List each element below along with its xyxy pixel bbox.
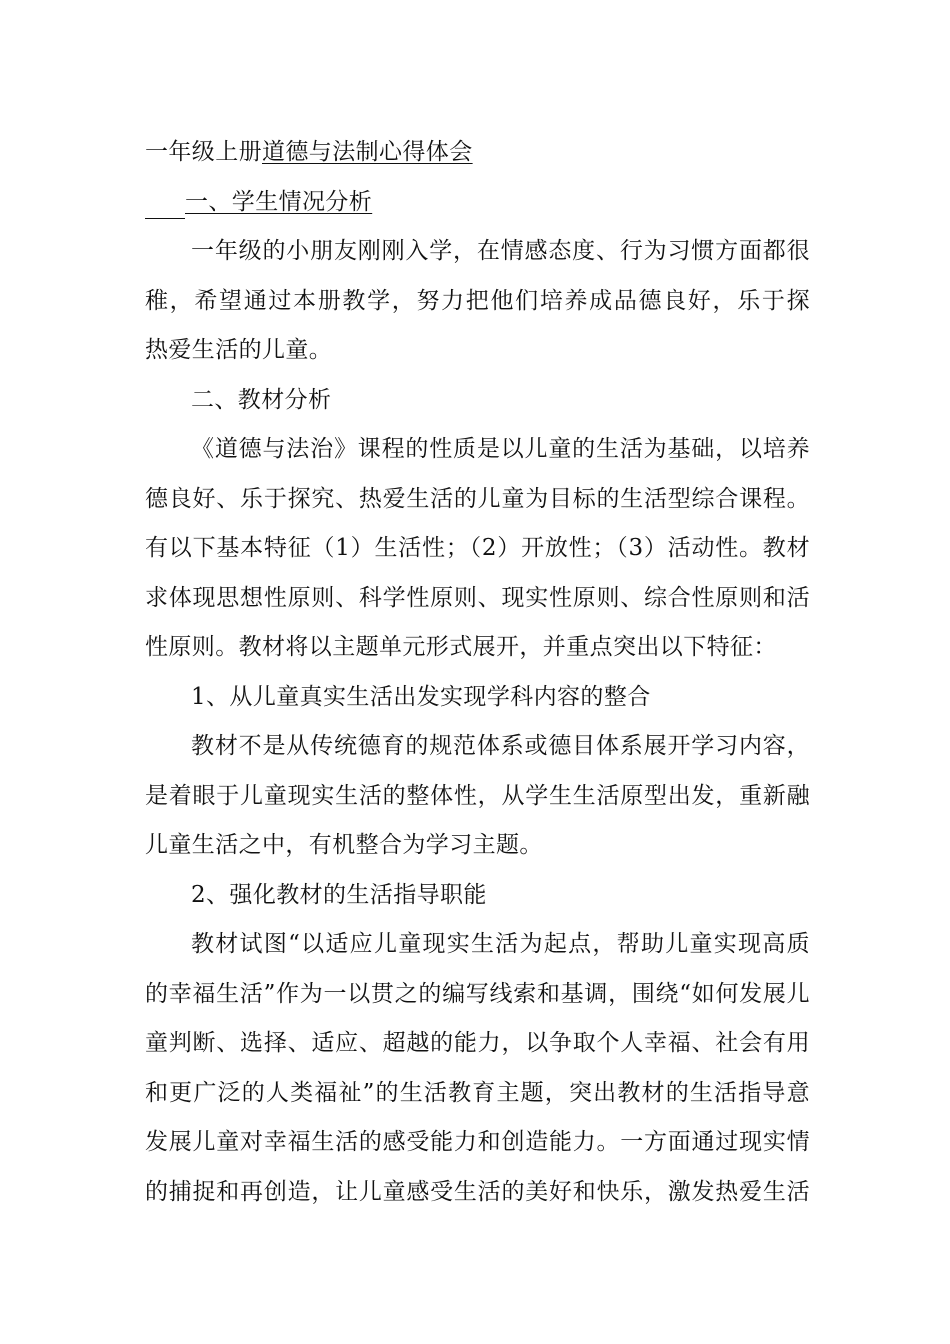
paragraph-line: 发展儿童对幸福生活的感受能力和创造能力。一方面通过现实情 <box>145 1129 810 1155</box>
paragraph-line: 一年级的小朋友刚刚入学，在情感态度、行为习惯方面都很 <box>191 238 810 264</box>
paragraph-line: 是着眼于儿童现实生活的整体性，从学生生活原型出发，重新融 <box>145 782 810 809</box>
document-title <box>145 128 810 178</box>
paragraph-line: 童判断、选择、适应、超越的能力，以争取个人幸福、社会有用 <box>145 1030 810 1056</box>
paragraph-line: 热爱生活的儿童。 <box>145 337 333 363</box>
subheading-1: 1、从儿童真实生活出发实现学科内容的整合 <box>191 683 651 710</box>
paragraph-line: 求体现思想性原则、科学性原则、现实性原则、综合性原则和活 <box>145 584 810 611</box>
section-heading-textbook-analysis: 二、教材分析 <box>191 386 332 413</box>
heading-underline-spacer <box>145 188 185 219</box>
paragraph-line: 稚，希望通过本册教学，努力把他们培养成品德良好，乐于探 <box>145 287 810 314</box>
paragraph-line: 的捕捉和再创造，让儿童感受生活的美好和快乐，激发热爱生活 <box>145 1178 810 1205</box>
subheading-2: 2、强化教材的生活指导职能 <box>191 881 487 908</box>
paragraph-line: 和更广泛的人类福祉”的生活教育主题，突出教材的生活指导意 <box>145 1079 810 1106</box>
paragraph-line: 儿童生活之中，有机整合为学习主题。 <box>145 832 543 858</box>
paragraph-line: 教材不是从传统德育的规范体系或德目体系展开学习内容， <box>191 733 810 759</box>
paragraph-line: 教材试图“以适应儿童现实生活为起点，帮助儿童实现高质 <box>191 931 810 957</box>
title-prefix: 一年级上册 <box>145 139 262 165</box>
paragraph-line: 的幸福生活”作为一以贯之的编写线索和基调，围绕“如何发展儿 <box>145 980 810 1007</box>
paragraph-line: 德良好、乐于探究、热爱生活的儿童为目标的生活型综合课程。 <box>145 485 810 512</box>
section-heading-student-analysis <box>145 178 810 228</box>
paragraph-line: 有以下基本特征（1）生活性；（2）开放性；（3）活动性。教材 <box>145 535 810 561</box>
paragraph-line: 性原则。教材将以主题单元形式展开，并重点突出以下特征： <box>145 634 777 660</box>
paragraph-line: 《道德与法治》课程的性质是以儿童的生活为基础，以培养 <box>191 436 810 462</box>
title-underlined: 道德与法制心得体会 <box>262 139 473 165</box>
document-body <box>145 128 810 1217</box>
section1-heading-text: 一、学生情况分析 <box>185 188 373 215</box>
